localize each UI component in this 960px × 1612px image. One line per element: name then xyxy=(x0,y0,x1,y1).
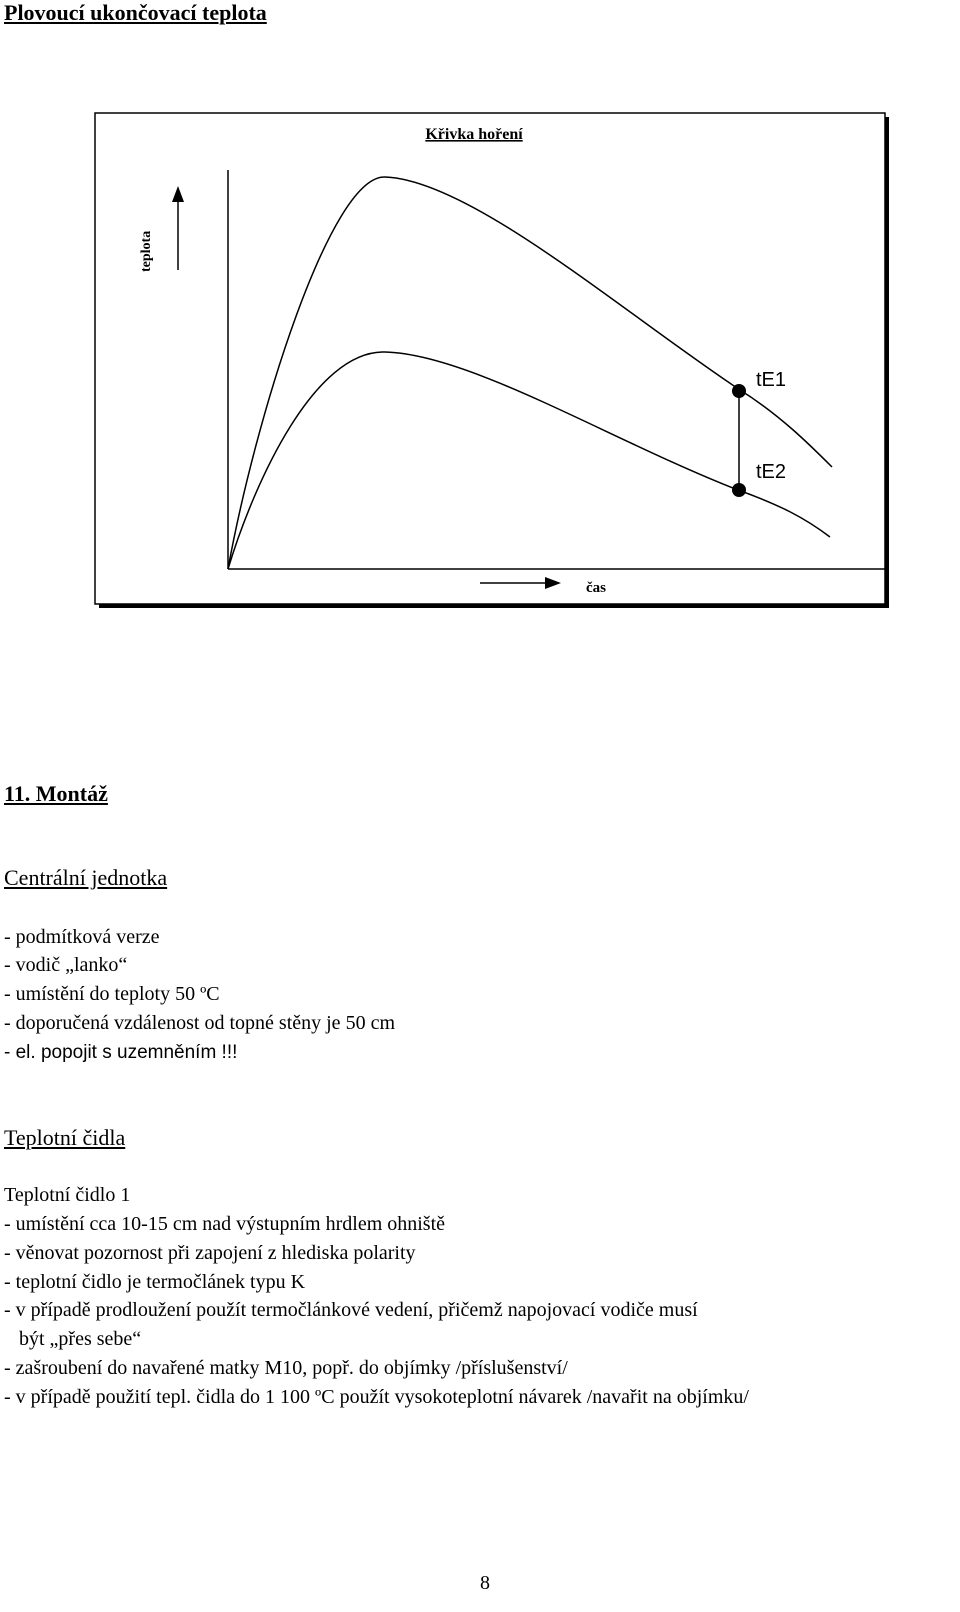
list-item: - zašroubení do navařené matky M10, popř. do objímky /příslušenství/ xyxy=(4,1357,568,1379)
sensor-subtitle: Teplotní čidlo 1 xyxy=(4,1184,131,1206)
list-item: - el. popojit s uzemněním !!! xyxy=(4,1042,238,1063)
x-axis-label: čas xyxy=(586,580,606,596)
list-item: - umístění do teploty 50 ºC xyxy=(4,983,220,1005)
diagram-title: Křivka hoření xyxy=(425,126,523,143)
te1-label: tE1 xyxy=(756,369,787,391)
list-item: - teplotní čidlo je termočlánek typu K xyxy=(4,1271,306,1293)
list-item: - doporučená vzdálenost od topné stěny je 50 cm xyxy=(4,1012,395,1034)
page-number: 8 xyxy=(480,1572,490,1594)
list-item: - v případě prodloužení použít termočlánkové vedení, přičemž napojovací vodiče musí xyxy=(4,1299,698,1321)
te2-label: tE2 xyxy=(756,461,787,483)
list-item: - podmítková verze xyxy=(4,926,160,948)
list-item: - věnovat pozornost při zapojení z hlediska polarity xyxy=(4,1242,416,1264)
list-item: být „přes sebe“ xyxy=(4,1328,142,1350)
list-item: - v případě použití tepl. čidla do 1 100 ºC použít vysokoteplotní návarek /navařit na objímku/ xyxy=(4,1386,749,1408)
sensors-heading: Teplotní čidla xyxy=(4,1125,126,1150)
te1-point xyxy=(732,384,746,398)
page-title: Plovoucí ukončovací teplota xyxy=(4,0,267,25)
diagram-frame xyxy=(95,113,885,604)
y-axis-label: teplota xyxy=(139,230,154,272)
burn-curve-diagram xyxy=(0,0,960,620)
te2-point xyxy=(732,483,746,497)
list-item: - umístění cca 10-15 cm nad výstupním hrdlem ohniště xyxy=(4,1213,446,1235)
list-item: - vodič „lanko“ xyxy=(4,954,128,976)
section-heading-montaz: 11. Montáž xyxy=(4,781,108,806)
central-unit-heading: Centrální jednotka xyxy=(4,865,168,890)
